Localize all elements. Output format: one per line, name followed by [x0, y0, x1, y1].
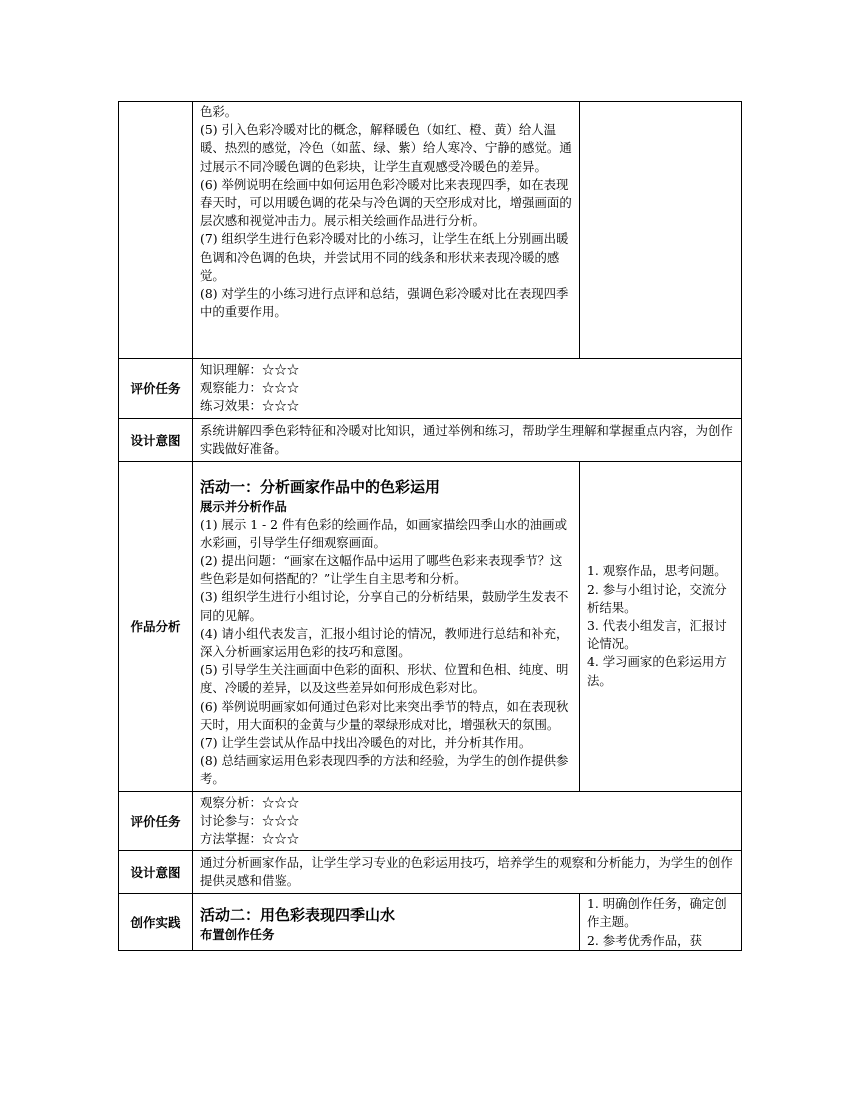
activity-subtitle: 布置创作任务 — [200, 927, 275, 943]
row-label-empty — [119, 102, 193, 359]
student-activities — [580, 562, 741, 689]
lesson-plan-table — [118, 101, 742, 951]
list-item: 2. 参考优秀作品，获 — [587, 932, 702, 948]
analysis-content — [193, 462, 579, 791]
list-item: (6) 举例说明画家如何通过色彩对比来突出季节的特点，如在表现秋天时，用大面积的金黄与少量的翠绿形成对比，增强秋天的氛围。 — [200, 698, 569, 732]
table-row — [119, 461, 742, 791]
list-item: (7) 组织学生进行色彩冷暖对比的小练习，让学生在纸上分别画出暖色调和冷色调的色块，并尝试用不同的线条和形状来表现冷暖的感觉。 — [200, 231, 569, 283]
table-row — [119, 418, 742, 461]
activity-subtitle: 展示并分析作品 — [200, 498, 287, 514]
row-label-practice: 创作实践 — [119, 894, 193, 951]
list-item: 色彩。 — [200, 104, 238, 119]
list-item: (3) 组织学生进行小组讨论，分享自己的分析结果，鼓励学生发表不同的见解。 — [200, 589, 569, 623]
table-row — [119, 359, 742, 419]
row-label-evaluation: 评价任务 — [119, 359, 193, 419]
list-item: (1) 展示 1 - 2 件有色彩的绘画作品，如画家描绘四季山水的油画或水彩画，引导学生仔细观察画面。 — [200, 516, 567, 550]
activity-title: 活动一：分析画家作品中的色彩运用 — [200, 477, 441, 496]
evaluation-items — [193, 359, 741, 418]
table-row — [119, 791, 742, 851]
table-row — [119, 851, 742, 894]
list-item: 知识理解：☆☆☆ — [200, 362, 300, 377]
table-row — [119, 894, 742, 951]
row-label-intent: 设计意图 — [119, 418, 193, 461]
student-activity-cell — [580, 102, 742, 359]
list-item: 方法掌握：☆☆☆ — [200, 831, 300, 847]
list-item: (4) 请小组代表发言，汇报小组讨论的情况，教师进行总结和补充，深入分析画家运用色彩的技巧和意图。 — [200, 625, 569, 660]
list-item: 观察能力：☆☆☆ — [200, 380, 300, 396]
list-item: (2) 提出问题：“画家在这幅作品中运用了哪些色彩来表现季节？这些色彩是如何搭配的？”让学生自主思考和分析。 — [200, 553, 563, 587]
list-item: 3. 代表小组发言，汇报讨论情况。 — [587, 618, 727, 652]
row-label-evaluation: 评价任务 — [119, 791, 193, 851]
practice-content — [193, 894, 579, 944]
design-intent-text: 通过分析画家作品，让学生学习专业的色彩运用技巧，培养学生的观察和分析能力，为学生的创作提供灵感和借鉴。 — [200, 855, 733, 889]
activity-title: 活动二：用色彩表现四季山水 — [200, 906, 396, 925]
list-item: 1. 明确创作任务，确定创作主题。 — [587, 896, 727, 930]
list-item: (7) 让学生尝试从作品中找出冷暖色的对比，并分析其作用。 — [200, 735, 532, 751]
list-item: 讨论参与：☆☆☆ — [200, 812, 300, 828]
list-item: (8) 对学生的小练习进行点评和总结，强调色彩冷暖对比在表现四季中的重要作用。 — [200, 286, 569, 320]
table-row — [119, 102, 742, 359]
evaluation-items — [193, 792, 741, 851]
row-label-intent: 设计意图 — [119, 851, 193, 894]
design-intent-text: 系统讲解四季色彩特征和冷暖对比知识，通过举例和练习，帮助学生理解和掌握重点内容，为创作实践做好准备。 — [200, 422, 733, 456]
list-item: 2. 参与小组讨论，交流分析结果。 — [587, 581, 727, 615]
student-activities — [580, 894, 741, 950]
list-item: (5) 引导学生关注画面中色彩的面积、形状、位置和色相、纯度、明度、冷暖的差异，以及这些差异如何形成色彩对比。 — [200, 662, 569, 696]
list-item: (8) 总结画家运用色彩表现四季的方法和经验，为学生的创作提供参考。 — [200, 753, 569, 787]
list-item: 观察分析：☆☆☆ — [200, 794, 300, 810]
list-item: 1. 观察作品，思考问题。 — [587, 563, 727, 579]
list-item: (5) 引入色彩冷暖对比的概念，解释暖色（如红、橙、黄）给人温暖、热烈的感觉，冷色（如蓝、绿、紫）给人寒冷、宁静的感觉。通过展示不同冷暖色调的色彩块，让学生直观感受冷暖色的差异。 — [200, 122, 572, 174]
row-label-analysis: 作品分析 — [119, 461, 193, 791]
teaching-steps — [193, 102, 579, 323]
list-item: 练习效果：☆☆☆ — [200, 398, 300, 414]
list-item: (6) 举例说明在绘画中如何运用色彩冷暖对比来表现四季，如在表现春天时，可以用暖色调的花朵与冷色调的天空形成对比，增强画面的层次感和视觉冲击力。展示相关绘画作品进行分析。 — [200, 176, 572, 229]
list-item: 4. 学习画家的色彩运用方法。 — [587, 654, 727, 688]
